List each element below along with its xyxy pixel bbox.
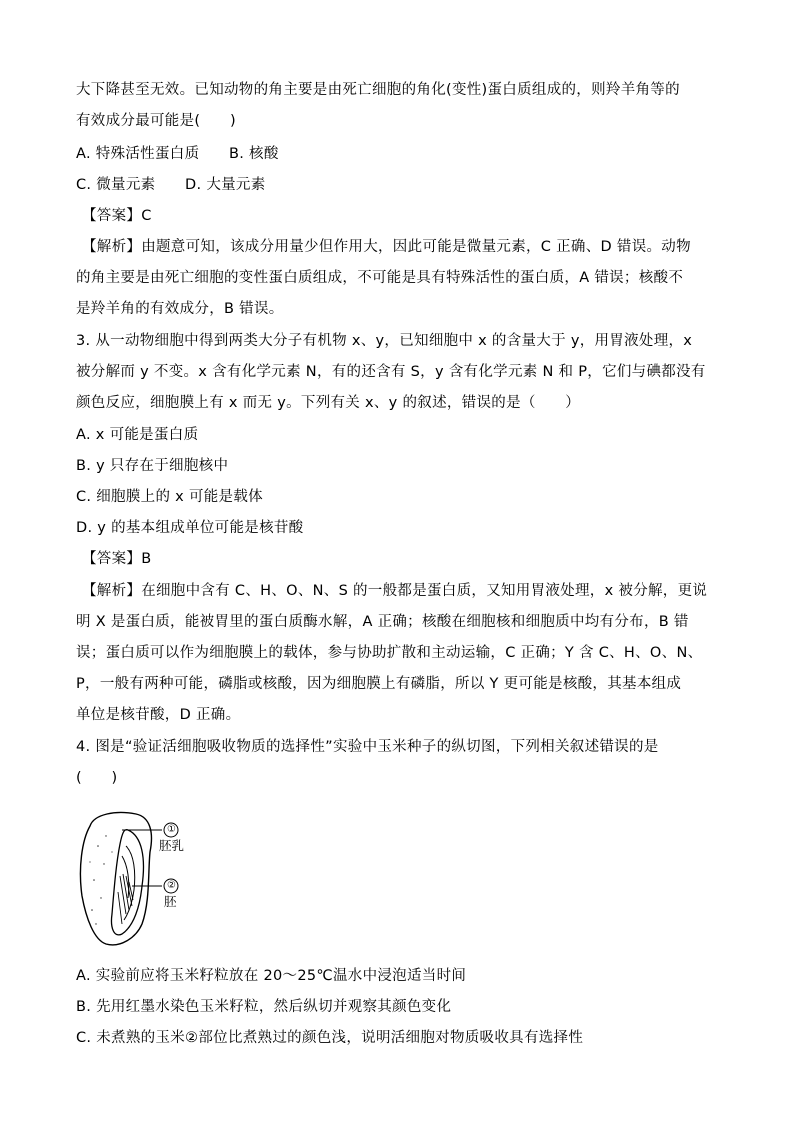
corn-seed-figure (76, 806, 206, 954)
analysis-line: 【解析】由题意可知，该成分用量少但作用大，因此可能是微量元素，C 正确、D 错误。动物 (82, 239, 691, 255)
analysis-line: P，一般有两种可能，磷脂或核酸，因为细胞膜上有磷脂，所以 Y 更可能是核酸，其基本组成 (76, 676, 682, 692)
analysis-line: 单位是核苷酸，D 正确。 (76, 707, 241, 723)
answer-line: 【答案】C (82, 208, 152, 224)
option-line: B. 先用红墨水染色玉米籽粒，然后纵切并观察其颜色变化 (76, 999, 452, 1015)
option-line: B. y 只存在于细胞核中 (76, 458, 229, 474)
label-1-number: ① (167, 824, 176, 835)
analysis-line: 明 X 是蛋白质，能被胃里的蛋白质酶水解，A 正确；核酸在细胞核和细胞质中均有分布，B 错 (76, 614, 689, 630)
analysis-line: 是羚羊角的有效成分，B 错误。 (76, 301, 284, 317)
option-line: A. x 可能是蛋白质 (76, 427, 199, 443)
answer-line: 【答案】B (82, 551, 152, 567)
option-line: A. 实验前应将玉米籽粒放在 20～25℃温水中浸泡适当时间 (76, 968, 467, 984)
label-endosperm: 胚乳 (159, 838, 185, 853)
question-line: 被分解而 y 不变。x 含有化学元素 N，有的还含有 S，y 含有化学元素 N 和 P，它们与碘都没有 (76, 364, 706, 380)
option-line: C. 细胞膜上的 x 可能是载体 (76, 489, 263, 505)
question-line: 3. 从一动物细胞中得到两类大分子有机物 x、y，已知细胞中 x 的含量大于 y，用胃液处理，x (76, 333, 693, 349)
label-2-number: ② (167, 880, 176, 891)
option-line: C. 微量元素 D. 大量元素 (76, 177, 266, 193)
text-line: 有效成分最可能是( ) (76, 113, 236, 129)
analysis-line: 【解析】在细胞中含有 C、H、O、N、S 的一般都是蛋白质，又知用胃液处理，x 被分解，更说 (82, 583, 708, 599)
question-line: 颜色反应，细胞膜上有 x 而无 y。下列有关 x、y 的叙述，错误的是（ ） (76, 395, 581, 411)
option-line: C. 未煮熟的玉米②部位比煮熟过的颜色浅，说明活细胞对物质吸收具有选择性 (76, 1030, 584, 1046)
option-line: A. 特殊活性蛋白质 B. 核酸 (76, 146, 279, 162)
analysis-line: 误；蛋白质可以作为细胞膜上的载体，参与协助扩散和主动运输，C 正确；Y 含 C、H、O、N、 (76, 645, 703, 661)
analysis-line: 的角主要是由死亡细胞的变性蛋白质组成，不可能是具有特殊活性的蛋白质，A 错误；核酸不 (76, 270, 684, 286)
label-embryo: 胚 (164, 894, 177, 909)
option-line: D. y 的基本组成单位可能是核苷酸 (76, 520, 304, 536)
question-line: 4. 图是“验证活细胞吸收物质的选择性”实验中玉米种子的纵切图，下列相关叙述错误的是 (76, 739, 659, 755)
corn-seed-section-illustration (76, 806, 206, 954)
question-line: ( ) (76, 770, 118, 786)
text-line: 大下降甚至无效。已知动物的角主要是由死亡细胞的角化(变性)蛋白质组成的，则羚羊角等的 (76, 82, 680, 98)
